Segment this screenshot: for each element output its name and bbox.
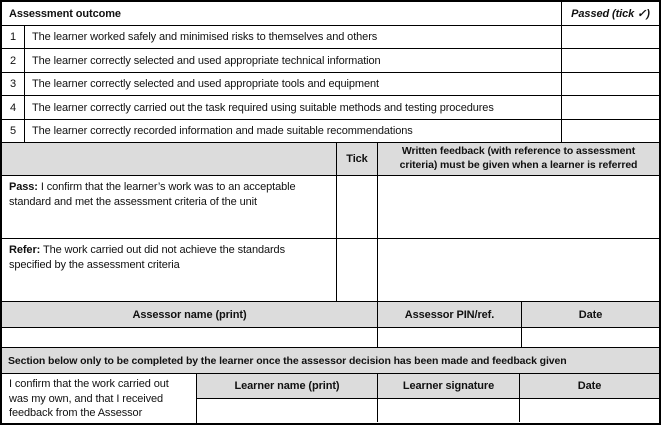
pass-label: Pass: [9, 181, 38, 193]
criterion-text: The learner correctly recorded information and made suitable recommendations [25, 120, 562, 142]
criterion-number: 3 [2, 73, 25, 95]
pass-statement [2, 176, 337, 238]
learner-signature-field[interactable] [378, 399, 520, 422]
passed-tick-cell[interactable] [562, 73, 659, 95]
criterion-number: 1 [2, 26, 25, 48]
refer-tick-cell[interactable] [337, 239, 378, 301]
refer-statement [2, 239, 337, 301]
header-row [2, 2, 659, 26]
learner-section-notice: Section below only to be completed by the learner once the assessor decision has been made and feedback given [2, 348, 659, 373]
criterion-number: 2 [2, 49, 25, 72]
criterion-number: 5 [2, 120, 25, 142]
learner-input-row [197, 399, 659, 422]
passed-tick-cell[interactable] [562, 120, 659, 142]
criterion-text: The learner correctly carried out the task required using suitable methods and testing procedures [25, 96, 562, 119]
decision-header-row [2, 143, 659, 176]
learner-grid [197, 374, 659, 423]
refer-row [2, 239, 659, 302]
assessor-date-field[interactable] [522, 328, 659, 347]
passed-tick-cell[interactable] [562, 96, 659, 119]
learner-name-field[interactable] [197, 399, 378, 422]
criterion-number: 4 [2, 96, 25, 119]
criteria-row [2, 49, 659, 73]
criterion-text: The learner correctly selected and used appropriate tools and equipment [25, 73, 562, 95]
passed-column-header: Passed (tick ✓) [571, 8, 650, 20]
refer-text: The work carried out did not achieve the standards specified by the assessment criteria [9, 244, 285, 271]
decision-header-spacer [2, 143, 337, 175]
assessor-pin-field[interactable] [378, 328, 522, 347]
criterion-text: The learner worked safely and minimised risks to themselves and others [25, 26, 562, 48]
criterion-text: The learner correctly selected and used appropriate technical information [25, 49, 562, 72]
feedback-column-header: Written feedback (with reference to assessment criteria) must be given when a learner is referred [378, 143, 659, 175]
learner-header-row [197, 374, 659, 399]
learner-section-notice-row [2, 348, 659, 374]
pass-row [2, 176, 659, 239]
criteria-row [2, 73, 659, 96]
assessor-date-header: Date [522, 302, 659, 327]
passed-tick-cell[interactable] [562, 26, 659, 48]
criteria-row [2, 120, 659, 143]
criteria-row [2, 96, 659, 120]
learner-date-field[interactable] [520, 399, 659, 422]
assessor-name-field[interactable] [2, 328, 378, 347]
assessor-header-row [2, 302, 659, 328]
assessor-name-header: Assessor name (print) [2, 302, 378, 327]
learner-date-header: Date [520, 374, 659, 398]
pass-feedback-cell[interactable] [378, 176, 659, 238]
learner-signature-header: Learner signature [378, 374, 520, 398]
learner-name-header: Learner name (print) [197, 374, 378, 398]
assessor-pin-header: Assessor PIN/ref. [378, 302, 522, 327]
passed-tick-cell[interactable] [562, 49, 659, 72]
criteria-row [2, 26, 659, 49]
assessor-input-row [2, 328, 659, 348]
pass-tick-cell[interactable] [337, 176, 378, 238]
tick-column-header: Tick [337, 143, 378, 175]
pass-text: I confirm that the learner’s work was to an acceptable standard and met the assessment criteria of the unit [9, 181, 296, 208]
learner-confirmation-text: I confirm that the work carried out was my own, and that I received feedback from the Assessor [2, 374, 197, 423]
refer-label: Refer: [9, 244, 41, 256]
learner-block [2, 374, 659, 423]
refer-feedback-cell[interactable] [378, 239, 659, 301]
form-title: Assessment outcome [2, 2, 562, 25]
